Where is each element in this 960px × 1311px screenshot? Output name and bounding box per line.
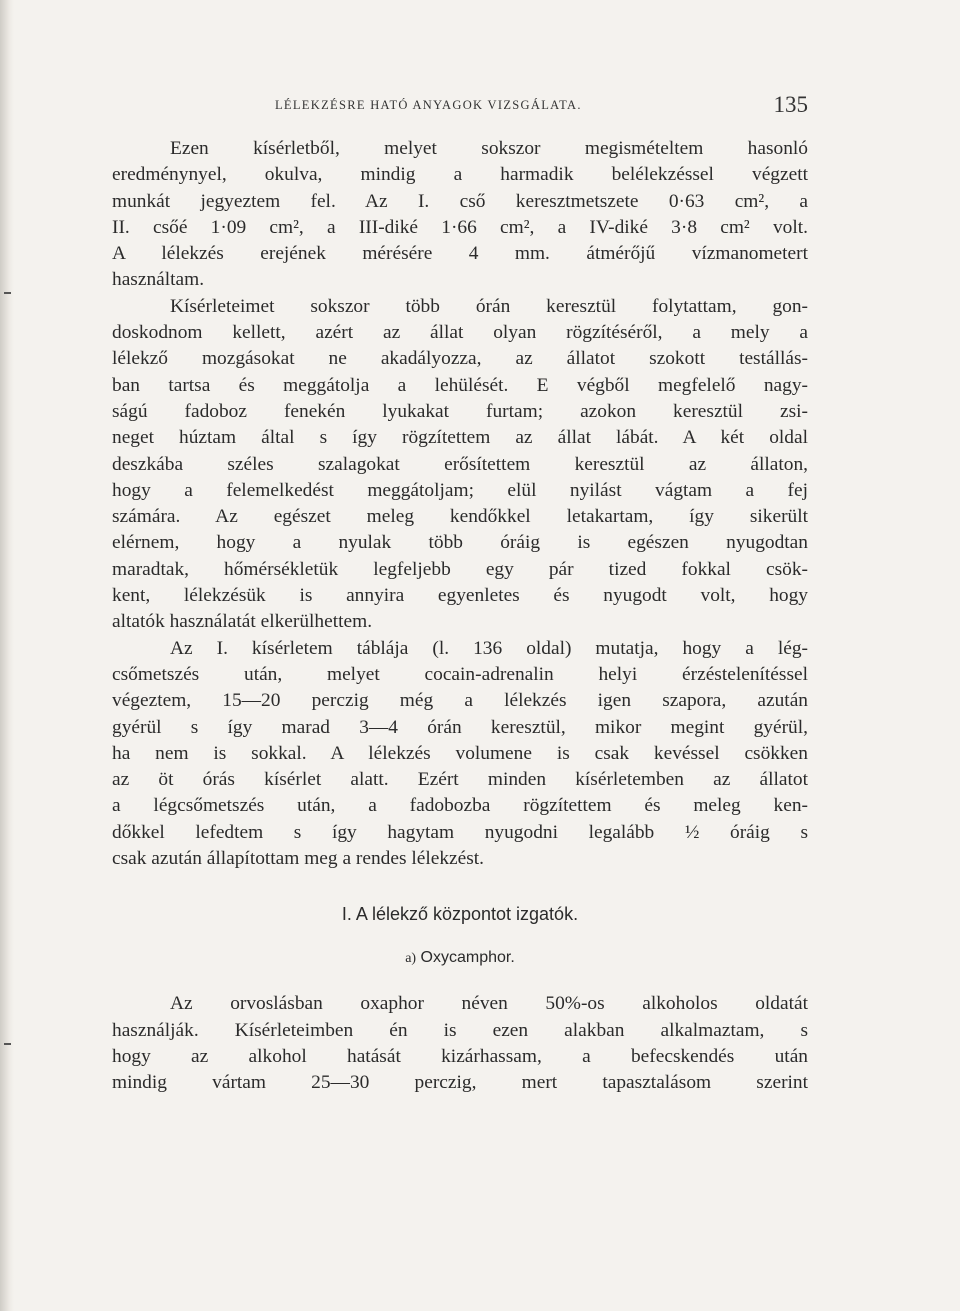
text-line: csőmetszés után, melyet cocain-adrenalin helyi érzéstelenítéssel xyxy=(112,663,808,685)
text-line: végeztem, 15—20 perczig még a lélekzés igen szapora, azután xyxy=(112,690,808,712)
text-line: ságú fadoboz fenekén lyukakat furtam; azokon keresztül zsi- xyxy=(112,400,808,422)
text-line: II. csőé 1·09 cm², a III-diké 1·66 cm², a IV-diké 3·8 cm² volt. xyxy=(112,216,808,238)
subsection-title: Oxycamphor. xyxy=(420,949,515,967)
text-line: Ezen kísérletből, melyet sokszor megismételtem hasonló xyxy=(170,138,808,159)
text-line: számára. Az egészet meleg kendőkkel letakartam, így sikerült xyxy=(112,506,808,528)
margin-mark xyxy=(4,1043,11,1045)
text-line: kent, lélekzésük is annyira egyenletes és nyugodt volt, hogy xyxy=(112,585,808,607)
paragraph-1 xyxy=(112,136,808,294)
text-line: doskodnom kellett, azért az állat olyan rögzítéséről, a mely a xyxy=(112,322,808,344)
text-line: a légcsőmetszés után, a fadobozba rögzítettem és meleg ken- xyxy=(112,795,808,817)
text-line: az öt órás kísérlet alatt. Ezért minden kísérletemben az állatot xyxy=(112,769,808,791)
text-line: A lélekzés erejének mérésére 4 mm. átmérőjű vízmanometert xyxy=(112,243,808,265)
text-line: eredménynyel, okulva, mindig a harmadik belélekzéssel végzett xyxy=(112,164,808,186)
text-line: hogy a felemelkedést meggátoljam; elül nyilást vágtam a fej xyxy=(112,479,808,501)
text-line: ban tartsa és meggátolja a lehülését. E végből megfelelő nagy- xyxy=(112,374,808,396)
page-binding-edge xyxy=(0,0,14,1311)
text-line: maradtak, hőmérsékletük legfeljebb egy pár tized fokkal csök- xyxy=(112,558,808,580)
margin-mark xyxy=(4,292,11,294)
running-header xyxy=(112,92,808,124)
text-line: csak azután állapítottam meg a rendes lélekzést. xyxy=(112,848,485,870)
paragraph-3 xyxy=(112,636,808,873)
text-line: lélekző mozgásokat ne akadályozza, az állatot szokott testállás- xyxy=(112,348,808,370)
text-line: munkát jegyeztem fel. Az I. cső keresztmetszete 0·63 cm², a xyxy=(112,190,808,212)
text-line: dőkkel lefedtem s így hagytam nyugodni legalább ½ óráig s xyxy=(112,821,808,843)
subsection-prefix: a) xyxy=(405,951,417,967)
text-line: altatók használatát elkerülhettem. xyxy=(112,611,373,633)
subsection-heading xyxy=(112,945,808,971)
running-title: LÉLEKZÉSRE HATÓ ANYAGOK VIZSGÁLATA. xyxy=(275,98,582,112)
text-line: elérnem, hogy a nyulak több óráig is egészen nyugodtan xyxy=(112,532,808,554)
page-number: 135 xyxy=(773,92,808,117)
text-line: használják. Kísérleteimben én is ezen alakban alkalmaztam, s xyxy=(112,1019,808,1041)
text-line: Az orvoslásban oxaphor néven 50%-os alkoholos oldatát xyxy=(170,993,808,1015)
section-heading: I. A lélekző központot izgatók. xyxy=(341,904,579,925)
paragraph-2 xyxy=(112,294,808,636)
text-line: deszkába széles szalagokat erősítettem keresztül az állaton, xyxy=(112,453,808,475)
text-line: használtam. xyxy=(112,269,205,291)
text-line: Kísérleteimet sokszor több órán keresztül folytattam, gon- xyxy=(170,295,808,317)
text-line: gyérül s így marad 3—4 órán keresztül, mikor megint gyérül, xyxy=(112,716,808,738)
text-line: Az I. kísérletem táblája (l. 136 oldal) mutatja, hogy a lég- xyxy=(170,637,808,659)
text-line: neget húztam által s így rögzítettem az állat lábát. A két oldal xyxy=(112,427,808,449)
text-line: hogy az alkohol hatását kizárhassam, a befecskendés után xyxy=(112,1045,808,1067)
text-line: mindig vártam 25—30 perczig, mert tapasztalásom szerint xyxy=(112,1072,808,1094)
text-line: ha nem is sokkal. A lélekzés volumene is csak kevéssel csökken xyxy=(112,742,808,764)
paragraph-4 xyxy=(112,991,808,1096)
page-body xyxy=(112,136,808,1097)
